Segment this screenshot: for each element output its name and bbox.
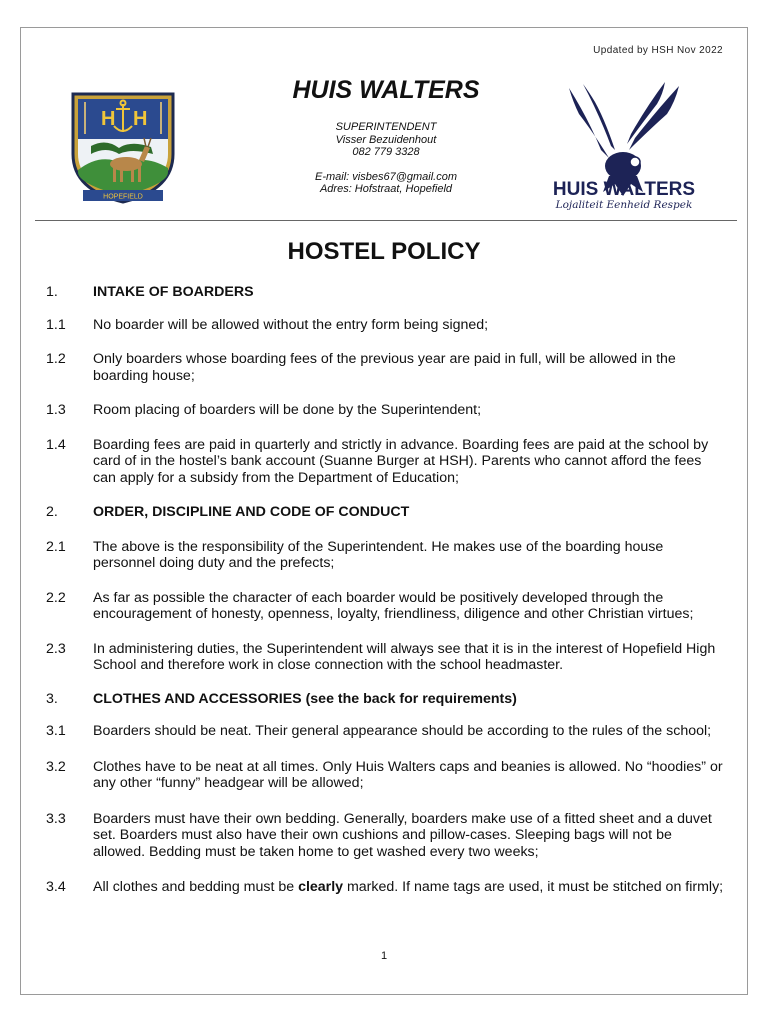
item-text: Clothes have to be neat at all times. Only Huis Walters caps and beanies is allowed. No “hoodies” or any other “funny” headgear will be allowed; <box>93 758 723 791</box>
section-heading <box>46 504 726 521</box>
item-text <box>93 879 726 896</box>
item-text: Boarding fees are paid in quarterly and strictly in advance. Boarding fees are paid at the school by card of in the hostel’s bank account (Suanne Burger at HSH). Parents who cannot afford the fees can apply for a subsidy from the Department of Education; <box>93 436 709 486</box>
superintendent-name: Visser Bezuidenhout <box>335 133 437 146</box>
policy-item <box>46 539 726 572</box>
item-number: 1.1 <box>46 316 66 333</box>
header-block <box>251 76 521 196</box>
policy-item <box>46 811 726 861</box>
item-number: 1. <box>46 284 58 300</box>
page-number: 1 <box>380 950 388 962</box>
item-text: CLOTHES AND ACCESSORIES (see the back for requirements) <box>93 690 517 707</box>
header-divider <box>35 220 737 221</box>
item-number: 2.2 <box>46 589 66 606</box>
contact-details <box>251 121 521 196</box>
policy-list <box>46 284 726 896</box>
item-number: 3.2 <box>46 758 66 775</box>
item-number: 2.3 <box>46 640 66 657</box>
policy-item <box>46 590 726 623</box>
school-crest-logo <box>71 92 175 204</box>
crest-letter-left: H <box>101 108 116 130</box>
item-number: 3.3 <box>46 810 66 827</box>
item-number: 3. <box>46 690 58 707</box>
document-title: HOSTEL POLICY <box>287 238 481 265</box>
policy-item <box>46 351 726 384</box>
item-text-emphasis: clearly <box>298 879 344 895</box>
item-text: INTAKE OF BOARDERS <box>93 284 254 300</box>
document-page <box>20 27 748 995</box>
policy-item <box>46 437 726 487</box>
crest-letter-right: H <box>133 108 148 130</box>
postal-address: Adres: Hofstraat, Hopefield <box>319 183 453 195</box>
item-number: 3.1 <box>46 723 66 739</box>
item-text: No boarder will be allowed without the entry form being signed; <box>93 316 489 333</box>
policy-item <box>46 723 726 740</box>
item-number: 2.1 <box>46 538 66 555</box>
item-text: As far as possible the character of each boarder would be positively developed through the encouragement of honesty, openness, loyalty, friendliness, diligence and other Christian virtues; <box>93 589 694 622</box>
email-address: E-mail: visbes67@gmail.com <box>315 170 457 183</box>
item-text: Only boarders whose boarding fees of the previous year are paid in full, will be allowed in the boarding house; <box>93 351 676 384</box>
brand-slogan: Lojaliteit Eenheid Respek <box>555 199 693 211</box>
crest-motto: HOPEFIELD <box>103 193 143 201</box>
policy-item <box>46 402 726 419</box>
policy-item <box>46 317 726 334</box>
hostel-name: HUIS WALTERS <box>292 76 480 104</box>
item-number: 2. <box>46 504 58 520</box>
item-text-part: marked. If name tags are used, it must be stitched on firmly; <box>343 879 724 895</box>
brand-name: HUIS WALTERS <box>552 179 696 200</box>
updated-note: Updated by HSH Nov 2022 <box>593 45 723 56</box>
section-heading <box>46 284 726 301</box>
item-text-part: All clothes and bedding must be <box>93 879 299 895</box>
item-number: 1.3 <box>46 402 66 418</box>
huis-walters-eagle-logo <box>539 80 709 212</box>
item-number: 3.4 <box>46 879 66 895</box>
item-text: Room placing of boarders will be done by the Superintendent; <box>93 402 482 418</box>
item-number: 1.2 <box>46 351 66 367</box>
item-text: The above is the responsibility of the Superintendent. He makes use of the boarding house personnel doing duty and the prefects; <box>93 538 664 571</box>
item-text: Boarders should be neat. Their general appearance should be according to the rules of the school; <box>93 723 712 739</box>
section-heading <box>46 691 726 708</box>
policy-item <box>46 759 726 792</box>
policy-item <box>46 879 726 896</box>
role-label: SUPERINTENDENT <box>335 121 437 133</box>
item-text: In administering duties, the Superintendent will always see that it is in the interest of Hopefield High School and therefore work in close connection with the school headmaster. <box>93 640 716 673</box>
item-text: ORDER, DISCIPLINE AND CODE OF CONDUCT <box>93 504 410 520</box>
item-text: Boarders must have their own bedding. Generally, boarders make use of a fitted sheet and a duvet set. Boarders must also have their own cushions and pillow-cases. Sleeping bags will not be allowed. Bedding must be taken home to get washed every two weeks; <box>93 810 712 860</box>
policy-item <box>46 641 726 674</box>
phone-number: 082 779 3328 <box>352 146 420 158</box>
item-number: 1.4 <box>46 436 66 453</box>
